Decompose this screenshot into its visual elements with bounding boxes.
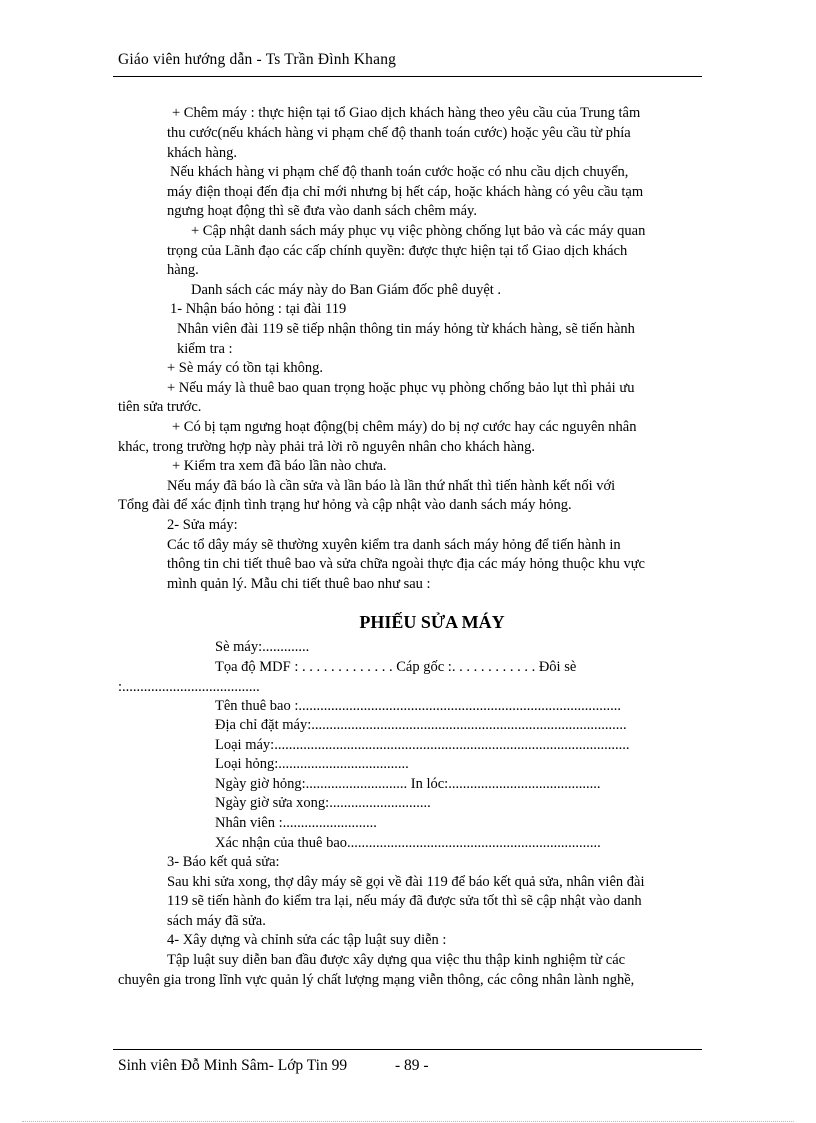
body-line: + Nếu máy là thuê bao quan trọng hoặc phục vụ phòng chống bảo lụt thì phải ưu [167, 380, 635, 396]
body-line: thông tin chi tiết thuê bao và sửa chữa ngoài thực địa các máy hỏng thuộc khu vực [167, 556, 645, 572]
form-field: Tọa độ MDF : . . . . . . . . . . . . . Cáp gốc :. . . . . . . . . . . . Đôi sè [215, 659, 577, 675]
body-line: Nhân viên đài 119 sẽ tiếp nhận thông tin máy hỏng từ khách hàng, sẽ tiến hành [177, 321, 635, 337]
body-line: thu cước(nếu khách hàng vi phạm chế độ thanh toán cước) hoặc yêu cầu từ phía [167, 125, 631, 141]
body-line: ngưng hoạt động thì sẽ đưa vào danh sách chêm máy. [167, 203, 477, 219]
form-field: Ngày giờ sửa xong:............................ [215, 795, 431, 811]
body-line: tiên sửa trước. [118, 399, 202, 415]
form-field: Sè máy:............. [215, 639, 310, 655]
body-line: + Cập nhật danh sách máy phục vụ việc phòng chống lụt bảo và các máy quan [191, 223, 646, 239]
body-line: hàng. [167, 262, 199, 278]
form-field: :...................................... [118, 679, 260, 695]
header-divider [113, 76, 702, 77]
body-line: sách máy đã sửa. [167, 913, 266, 929]
page-number: - 89 - [395, 1057, 429, 1074]
body-line: + Có bị tạm ngưng hoạt động(bị chêm máy) do bị nợ cước hay các nguyên nhân [172, 419, 637, 435]
body-line: khác, trong trường hợp này phải trả lời rõ nguyên nhân cho khách hàng. [118, 439, 536, 455]
form-field: Tên thuê bao :......................................................................................... [215, 698, 621, 714]
section-heading-2: 2- Sửa máy: [167, 517, 238, 533]
body-line: + Kiểm tra xem đã báo lần nào chưa. [172, 458, 387, 474]
body-line: Tập luật suy diễn ban đầu được xây dựng qua việc thu thập kinh nghiệm từ các [167, 952, 626, 968]
body-line: khách hàng. [167, 145, 238, 161]
body-line: Danh sách các máy này do Ban Giám đốc phê duyệt . [191, 282, 502, 298]
header-text: Giáo viên hướng dẫn - Ts Trần Đình Khang [118, 51, 397, 68]
form-field: Loại máy:.................................................................................................. [215, 737, 630, 753]
section-heading-4: 4- Xây dựng và chỉnh sửa các tập luật suy diễn : [167, 932, 447, 948]
body-line: Các tổ dây máy sẽ thường xuyên kiểm tra danh sách máy hỏng để tiến hành in [167, 537, 621, 553]
form-field: Nhân viên :.......................... [215, 815, 377, 831]
body-line: Nếu khách hàng vi phạm chế độ thanh toán cước hoặc có nhu cầu dịch chuyển, [170, 164, 629, 180]
footer-text: Sinh viên Đỗ Minh Sâm- Lớp Tin 99 [118, 1057, 348, 1074]
body-line: mình quản lý. Mẫu chi tiết thuê bao như sau : [167, 576, 431, 592]
form-field: Loại hỏng:.................................... [215, 756, 409, 772]
body-line: trọng của Lãnh đạo các cấp chính quyền: được thực hiện tại tổ Giao dịch khách [167, 243, 628, 259]
body-line: Nếu máy đã báo là cần sửa và lần báo là lần thứ nhất thì tiến hành kết nối với [167, 478, 616, 494]
body-line: + Chêm máy : thực hiện tại tổ Giao dịch khách hàng theo yêu cầu của Trung tâm [172, 105, 641, 121]
body-line: kiểm tra : [177, 341, 233, 357]
footer-divider [113, 1049, 702, 1050]
section-heading-3: 3- Báo kết quả sửa: [167, 854, 280, 870]
page-edge-divider [22, 1121, 794, 1122]
body-line: + Sè máy có tồn tại không. [167, 360, 323, 376]
body-line: chuyên gia trong lĩnh vực quản lý chất lượng mạng viễn thông, các công nhân lành nghề, [118, 972, 635, 988]
body-line: Sau khi sửa xong, thợ dây máy sẽ gọi về đài 119 để báo kết quả sửa, nhân viên đài [167, 874, 645, 890]
body-line: 119 sẽ tiến hành đo kiểm tra lại, nếu máy đã được sửa tốt thì sẽ cập nhật vào danh [167, 893, 642, 909]
body-line: máy điện thoại đến địa chỉ mới nhưng bị hết cáp, hoặc khách hàng có yêu cầu tạm [167, 184, 644, 200]
body-line: Tổng đài để xác định tình trạng hư hỏng và cập nhật vào danh sách máy hỏng. [118, 497, 572, 513]
section-heading-1: 1- Nhận báo hỏng : tại đài 119 [170, 301, 347, 317]
form-field: Xác nhận của thuê bao...................................................................... [215, 835, 601, 851]
form-title: PHIẾU SỬA MÁY [359, 612, 505, 632]
form-field: Ngày giờ hỏng:............................ In lóc:.......................................... [215, 776, 601, 792]
form-field: Địa chỉ đặt máy:....................................................................................... [215, 717, 627, 733]
